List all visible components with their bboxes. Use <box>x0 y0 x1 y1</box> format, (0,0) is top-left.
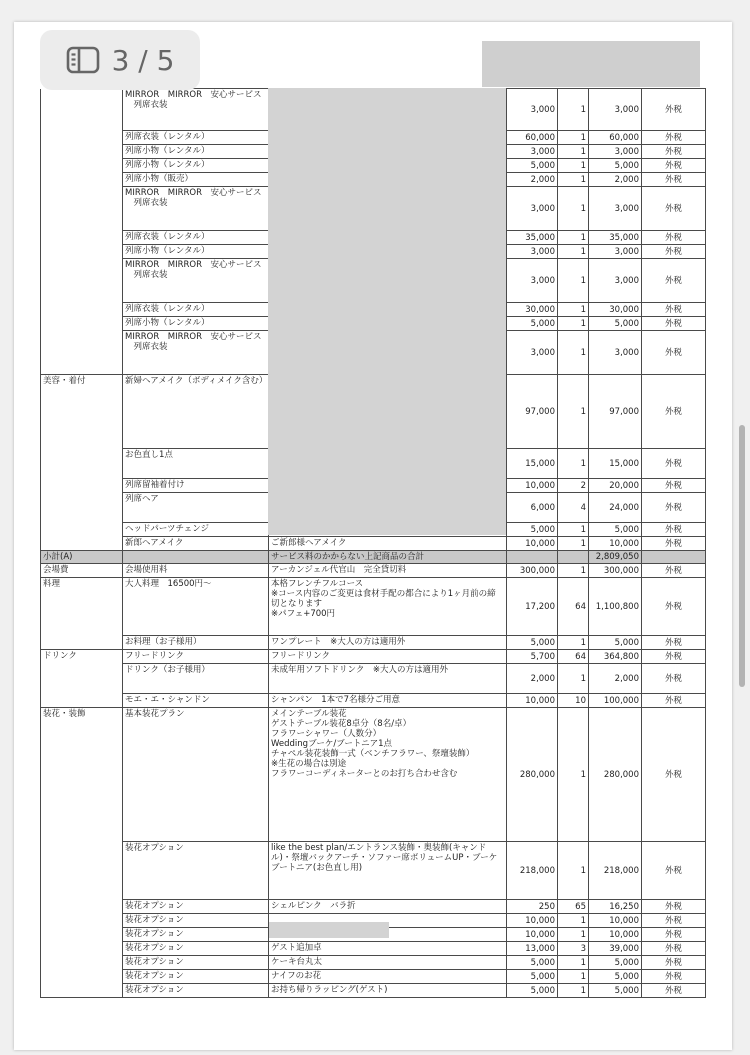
redacted-notes-block <box>268 88 506 535</box>
tax-type-cell: 外税 <box>642 449 706 479</box>
tax-type-cell: 外税 <box>642 245 706 259</box>
item-cell: ヘッドパーツチェンジ <box>123 523 269 537</box>
unit-price-cell: 5,000 <box>507 159 558 173</box>
amount-cell: 300,000 <box>589 564 642 578</box>
amount-cell: 3,000 <box>589 145 642 159</box>
item-cell: ドリンク（お子様用） <box>123 664 269 694</box>
unit-price-cell: 10,000 <box>507 928 558 942</box>
unit-price-cell: 15,000 <box>507 449 558 479</box>
amount-cell: 364,800 <box>589 650 642 664</box>
item-cell: 装花オプション <box>123 984 269 998</box>
quantity-cell: 1 <box>558 231 589 245</box>
quantity-cell: 1 <box>558 564 589 578</box>
category-cell: 小計(A) <box>41 551 123 564</box>
item-cell: 列席小物（販売） <box>123 173 269 187</box>
quantity-cell: 10 <box>558 694 589 708</box>
amount-cell: 97,000 <box>589 375 642 449</box>
item-cell: 新郎ヘアメイク <box>123 537 269 551</box>
tax-type-cell: 外税 <box>642 564 706 578</box>
quantity-cell: 2 <box>558 479 589 493</box>
item-cell: フリードリンク <box>123 650 269 664</box>
category-cell <box>41 984 123 998</box>
item-cell: 列席ヘア <box>123 493 269 523</box>
note-cell: ゲスト追加卓 <box>269 942 507 956</box>
table-row <box>41 942 706 956</box>
unit-price-cell: 280,000 <box>507 708 558 842</box>
tax-type-cell: 外税 <box>642 942 706 956</box>
quantity-cell: 1 <box>558 159 589 173</box>
unit-price-cell: 2,000 <box>507 664 558 694</box>
quantity-cell: 65 <box>558 900 589 914</box>
amount-cell: 5,000 <box>589 984 642 998</box>
item-cell: 装花オプション <box>123 914 269 928</box>
amount-cell: 5,000 <box>589 956 642 970</box>
category-cell <box>41 303 123 317</box>
tax-type-cell: 外税 <box>642 331 706 375</box>
quantity-cell: 1 <box>558 708 589 842</box>
note-cell: シャンパン 1本で7名様分ご用意 <box>269 694 507 708</box>
amount-cell: 5,000 <box>589 317 642 331</box>
redacted-note-cell <box>269 922 389 938</box>
category-cell <box>41 664 123 694</box>
quantity-cell: 3 <box>558 942 589 956</box>
quantity-cell: 1 <box>558 842 589 900</box>
table-row <box>41 564 706 578</box>
item-cell: 装花オプション <box>123 900 269 914</box>
amount-cell: 2,000 <box>589 664 642 694</box>
page-indicator-badge[interactable] <box>40 30 200 90</box>
item-cell: 列席衣装（レンタル） <box>123 303 269 317</box>
tax-type-cell <box>642 551 706 564</box>
quantity-cell: 64 <box>558 650 589 664</box>
tax-type-cell: 外税 <box>642 537 706 551</box>
table-row <box>41 842 706 900</box>
unit-price-cell: 97,000 <box>507 375 558 449</box>
amount-cell: 5,000 <box>589 970 642 984</box>
category-cell <box>41 131 123 145</box>
amount-cell: 10,000 <box>589 537 642 551</box>
unit-price-cell: 3,000 <box>507 245 558 259</box>
note-cell: ケーキ台丸太 <box>269 956 507 970</box>
unit-price-cell: 3,000 <box>507 331 558 375</box>
tax-type-cell: 外税 <box>642 578 706 636</box>
category-cell <box>41 956 123 970</box>
amount-cell: 39,000 <box>589 942 642 956</box>
note-cell: like the best plan/エントランス装飾・奥装飾(キャンドル)・祭壇バックアーチ・ソファー席ボリュームUP・ブーケ ブートニア(お色直し用) <box>269 842 507 900</box>
unit-price-cell: 3,000 <box>507 259 558 303</box>
amount-cell: 280,000 <box>589 708 642 842</box>
unit-price-cell: 10,000 <box>507 694 558 708</box>
unit-price-cell: 3,000 <box>507 187 558 231</box>
item-cell: 列席衣装（レンタル） <box>123 131 269 145</box>
amount-cell: 15,000 <box>589 449 642 479</box>
unit-price-cell: 10,000 <box>507 537 558 551</box>
amount-cell: 1,100,800 <box>589 578 642 636</box>
quantity-cell: 1 <box>558 331 589 375</box>
amount-cell: 24,000 <box>589 493 642 523</box>
amount-cell: 218,000 <box>589 842 642 900</box>
table-row <box>41 970 706 984</box>
tax-type-cell: 外税 <box>642 914 706 928</box>
category-cell <box>41 636 123 650</box>
quantity-cell: 1 <box>558 956 589 970</box>
amount-cell: 5,000 <box>589 636 642 650</box>
category-cell <box>41 89 123 131</box>
category-cell: 装花・装飾 <box>41 708 123 842</box>
category-cell <box>41 173 123 187</box>
quantity-cell: 1 <box>558 303 589 317</box>
quantity-cell: 1 <box>558 259 589 303</box>
tax-type-cell: 外税 <box>642 842 706 900</box>
tax-type-cell: 外税 <box>642 145 706 159</box>
item-cell: 新婦ヘアメイク（ボディメイク含む） <box>123 375 269 449</box>
unit-price-cell: 300,000 <box>507 564 558 578</box>
item-cell: 装花オプション <box>123 942 269 956</box>
tax-type-cell: 外税 <box>642 173 706 187</box>
item-cell: 装花オプション <box>123 928 269 942</box>
amount-cell: 3,000 <box>589 259 642 303</box>
quantity-cell: 1 <box>558 131 589 145</box>
quantity-cell: 1 <box>558 928 589 942</box>
subtotal-row <box>41 551 706 564</box>
table-row <box>41 650 706 664</box>
amount-cell: 2,809,050 <box>589 551 642 564</box>
quantity-cell: 1 <box>558 984 589 998</box>
category-cell: 会場費 <box>41 564 123 578</box>
quantity-cell: 1 <box>558 187 589 231</box>
quantity-cell: 1 <box>558 317 589 331</box>
quantity-cell: 1 <box>558 636 589 650</box>
category-cell <box>41 259 123 303</box>
amount-cell: 60,000 <box>589 131 642 145</box>
category-cell <box>41 479 123 493</box>
tax-type-cell: 外税 <box>642 303 706 317</box>
amount-cell: 3,000 <box>589 331 642 375</box>
tax-type-cell: 外税 <box>642 708 706 842</box>
category-cell <box>41 928 123 942</box>
amount-cell: 100,000 <box>589 694 642 708</box>
category-cell: 美容・着付 <box>41 375 123 449</box>
unit-price-cell: 10,000 <box>507 479 558 493</box>
unit-price-cell: 13,000 <box>507 942 558 956</box>
note-cell: メインテーブル装花 ゲストテーブル装花8卓分（8名/卓） フラワーシャワー（人数分） Weddingブーケ/ブートニア1点 チャペル装花装飾一式（ベンチフラワー、祭壇装飾） ※生花の場合は別途 フラワーコーディネーターとのお打ち合わせ含む <box>269 708 507 842</box>
table-row <box>41 900 706 914</box>
table-row <box>41 708 706 842</box>
unit-price-cell: 60,000 <box>507 131 558 145</box>
item-cell: 装花オプション <box>123 842 269 900</box>
quantity-cell: 1 <box>558 449 589 479</box>
category-cell <box>41 245 123 259</box>
unit-price-cell: 5,700 <box>507 650 558 664</box>
amount-cell: 10,000 <box>589 914 642 928</box>
unit-price-cell: 3,000 <box>507 145 558 159</box>
item-cell: 大人料理 16500円〜 <box>123 578 269 636</box>
amount-cell: 5,000 <box>589 523 642 537</box>
table-row <box>41 956 706 970</box>
category-cell <box>41 914 123 928</box>
category-cell <box>41 493 123 523</box>
unit-price-cell: 2,000 <box>507 173 558 187</box>
tax-type-cell: 外税 <box>642 493 706 523</box>
tax-type-cell: 外税 <box>642 664 706 694</box>
amount-cell: 3,000 <box>589 245 642 259</box>
tax-type-cell: 外税 <box>642 131 706 145</box>
table-row <box>41 578 706 636</box>
note-cell: ご新郎様ヘアメイク <box>269 537 507 551</box>
category-cell <box>41 537 123 551</box>
amount-cell: 3,000 <box>589 89 642 131</box>
unit-price-cell: 5,000 <box>507 956 558 970</box>
category-cell <box>41 842 123 900</box>
amount-cell: 5,000 <box>589 159 642 173</box>
page-indicator-text: 3 / 5 <box>111 43 175 77</box>
quantity-cell: 1 <box>558 245 589 259</box>
item-cell: お料理（お子様用） <box>123 636 269 650</box>
unit-price-cell: 5,000 <box>507 636 558 650</box>
quantity-cell: 1 <box>558 914 589 928</box>
quantity-cell: 1 <box>558 173 589 187</box>
table-row <box>41 537 706 551</box>
tax-type-cell: 外税 <box>642 375 706 449</box>
amount-cell: 10,000 <box>589 928 642 942</box>
scrollbar-thumb[interactable] <box>739 425 745 687</box>
quantity-cell: 1 <box>558 145 589 159</box>
item-cell: MIRROR MIRROR 安心サービス 列席衣装 <box>123 89 269 131</box>
amount-cell: 3,000 <box>589 187 642 231</box>
item-cell: MIRROR MIRROR 安心サービス 列席衣装 <box>123 187 269 231</box>
unit-price-cell: 5,000 <box>507 317 558 331</box>
note-cell: お持ち帰りラッピング(ゲスト) <box>269 984 507 998</box>
category-cell <box>41 159 123 173</box>
unit-price-cell: 250 <box>507 900 558 914</box>
item-cell: 装花オプション <box>123 970 269 984</box>
note-cell: フリードリンク <box>269 650 507 664</box>
unit-price-cell: 5,000 <box>507 984 558 998</box>
tax-type-cell: 外税 <box>642 479 706 493</box>
unit-price-cell: 30,000 <box>507 303 558 317</box>
amount-cell: 35,000 <box>589 231 642 245</box>
tax-type-cell: 外税 <box>642 970 706 984</box>
category-cell <box>41 331 123 375</box>
unit-price-cell: 3,000 <box>507 89 558 131</box>
item-cell: 列席衣装（レンタル） <box>123 231 269 245</box>
tax-type-cell: 外税 <box>642 636 706 650</box>
item-cell: お色直し1点 <box>123 449 269 479</box>
tax-type-cell: 外税 <box>642 984 706 998</box>
amount-cell: 2,000 <box>589 173 642 187</box>
category-cell <box>41 145 123 159</box>
tax-type-cell: 外税 <box>642 900 706 914</box>
note-cell: アーカンジェル代官山 完全貸切料 <box>269 564 507 578</box>
unit-price-cell: 218,000 <box>507 842 558 900</box>
tax-type-cell: 外税 <box>642 187 706 231</box>
quantity-cell <box>558 551 589 564</box>
tax-type-cell: 外税 <box>642 159 706 173</box>
tax-type-cell: 外税 <box>642 317 706 331</box>
category-cell <box>41 187 123 231</box>
amount-cell: 20,000 <box>589 479 642 493</box>
note-cell: ナイフのお花 <box>269 970 507 984</box>
note-cell: シェルピンク バラ折 <box>269 900 507 914</box>
amount-cell: 30,000 <box>589 303 642 317</box>
tax-type-cell: 外税 <box>642 259 706 303</box>
quantity-cell: 1 <box>558 537 589 551</box>
item-cell <box>123 551 269 564</box>
category-cell: 料理 <box>41 578 123 636</box>
note-cell: 本格フレンチフルコース ※コース内容のご変更は食材手配の都合により1ヶ月前の締切となります ※パフェ+700円 <box>269 578 507 636</box>
unit-price-cell: 17,200 <box>507 578 558 636</box>
item-cell: モエ・エ・シャンドン <box>123 694 269 708</box>
item-cell: 列席留袖着付け <box>123 479 269 493</box>
table-row <box>41 984 706 998</box>
category-cell <box>41 970 123 984</box>
category-cell: ドリンク <box>41 650 123 664</box>
note-cell: 未成年用ソフトドリンク ※大人の方は適用外 <box>269 664 507 694</box>
quantity-cell: 1 <box>558 664 589 694</box>
item-cell: 列席小物（レンタル） <box>123 159 269 173</box>
table-row <box>41 694 706 708</box>
tax-type-cell: 外税 <box>642 89 706 131</box>
unit-price-cell: 35,000 <box>507 231 558 245</box>
category-cell <box>41 523 123 537</box>
unit-price-cell: 5,000 <box>507 970 558 984</box>
tax-type-cell: 外税 <box>642 523 706 537</box>
item-cell: MIRROR MIRROR 安心サービス 列席衣装 <box>123 259 269 303</box>
tax-type-cell: 外税 <box>642 928 706 942</box>
item-cell: 装花オプション <box>123 956 269 970</box>
quantity-cell: 1 <box>558 523 589 537</box>
quantity-cell: 64 <box>558 578 589 636</box>
item-cell: 列席小物（レンタル） <box>123 145 269 159</box>
sidebar-pages-icon <box>66 46 100 74</box>
item-cell: MIRROR MIRROR 安心サービス 列席衣装 <box>123 331 269 375</box>
redacted-header-block <box>482 41 700 87</box>
item-cell: 基本装花プラン <box>123 708 269 842</box>
table-row <box>41 664 706 694</box>
unit-price-cell: 6,000 <box>507 493 558 523</box>
table-row <box>41 636 706 650</box>
unit-price-cell <box>507 551 558 564</box>
category-cell <box>41 942 123 956</box>
quantity-cell: 1 <box>558 89 589 131</box>
note-cell: サービス料のかからない上記商品の合計 <box>269 551 507 564</box>
quantity-cell: 1 <box>558 375 589 449</box>
category-cell <box>41 317 123 331</box>
category-cell <box>41 231 123 245</box>
item-cell: 会場使用料 <box>123 564 269 578</box>
quantity-cell: 1 <box>558 970 589 984</box>
note-cell: ワンプレート ※大人の方は適用外 <box>269 636 507 650</box>
item-cell: 列席小物（レンタル） <box>123 317 269 331</box>
tax-type-cell: 外税 <box>642 956 706 970</box>
category-cell <box>41 900 123 914</box>
tax-type-cell: 外税 <box>642 231 706 245</box>
tax-type-cell: 外税 <box>642 694 706 708</box>
unit-price-cell: 10,000 <box>507 914 558 928</box>
category-cell <box>41 449 123 479</box>
unit-price-cell: 5,000 <box>507 523 558 537</box>
item-cell: 列席小物（レンタル） <box>123 245 269 259</box>
amount-cell: 16,250 <box>589 900 642 914</box>
quantity-cell: 4 <box>558 493 589 523</box>
tax-type-cell: 外税 <box>642 650 706 664</box>
category-cell <box>41 694 123 708</box>
